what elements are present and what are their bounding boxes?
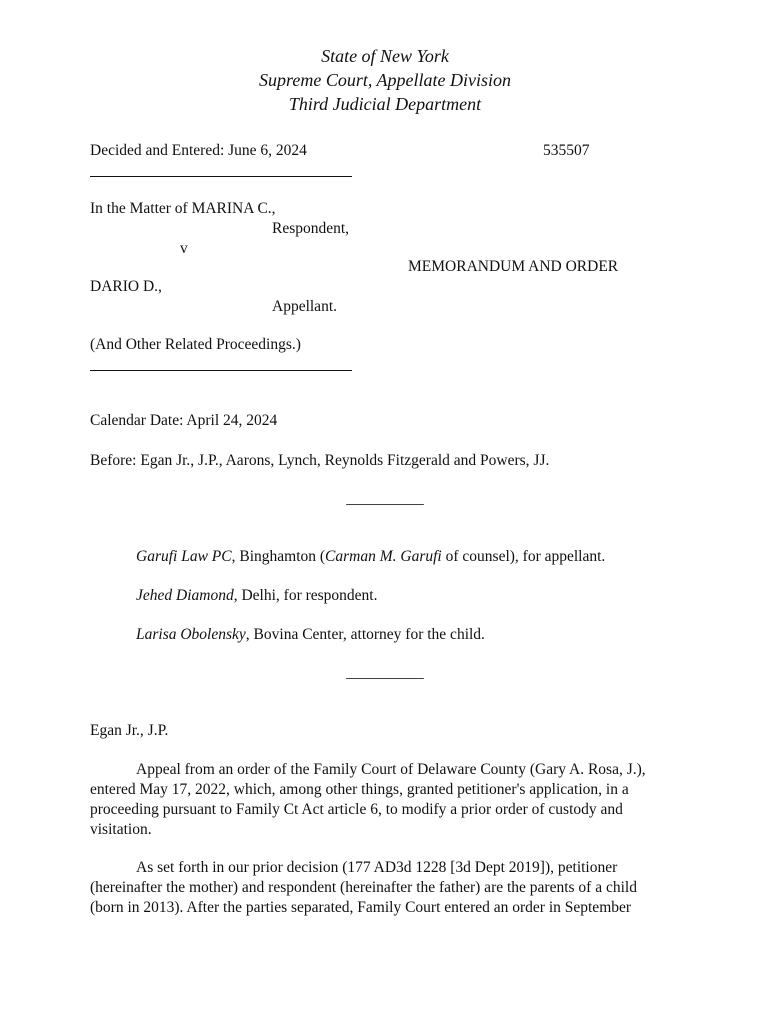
- caption-other-party: DARIO D.,: [90, 278, 162, 295]
- court-state: State of New York: [321, 46, 449, 66]
- caption-appellant-role: Appellant.: [272, 298, 337, 315]
- caption-versus: v: [180, 240, 188, 257]
- paragraph-2: As set forth in our prior decision (177 AD3d 1228 [3d Dept 2019]), petitioner (hereinafter the mother) and respondent (hereinafter the father) are the parents of a child (born in 2013). After the parties separated, Family Court entered an order in September: [90, 859, 637, 916]
- caption-respondent-role: Respondent,: [272, 220, 350, 237]
- section-separator: __________: [346, 490, 424, 507]
- decided-date: Decided and Entered: June 6, 2024: [90, 142, 307, 159]
- document-type: MEMORANDUM AND ORDER: [408, 258, 619, 275]
- counsel-child: Larisa Obolensky, Bovina Center, attorney for the child.: [136, 626, 485, 643]
- section-separator-2: __________: [346, 664, 424, 681]
- caption-related: (And Other Related Proceedings.): [90, 336, 301, 353]
- counsel-appellant: Garufi Law PC, Binghamton (Carman M. Garufi of counsel), for appellant.: [136, 548, 606, 565]
- docket-number: 535507: [543, 142, 590, 159]
- opinion-author: Egan Jr., J.P.: [90, 722, 169, 739]
- court-department: Third Judicial Department: [288, 94, 482, 114]
- counsel-respondent: Jehed Diamond, Delhi, for respondent.: [136, 587, 378, 604]
- panel-before: Before: Egan Jr., J.P., Aarons, Lynch, Reynolds Fitzgerald and Powers, JJ.: [90, 452, 550, 469]
- calendar-date: Calendar Date: April 24, 2024: [90, 412, 278, 429]
- caption-bottom-rule: [90, 370, 352, 371]
- caption-top-rule: [90, 176, 352, 177]
- paragraph-1: Appeal from an order of the Family Court of Delaware County (Gary A. Rosa, J.), entered May 17, 2022, which, among other things, granted petitioner's application, in a proceeding pursuant to Family Ct Act article 6, to modify a prior order of custody and visitation.: [90, 761, 646, 838]
- caption-matter: In the Matter of MARINA C.,: [90, 200, 276, 217]
- court-division: Supreme Court, Appellate Division: [259, 70, 511, 90]
